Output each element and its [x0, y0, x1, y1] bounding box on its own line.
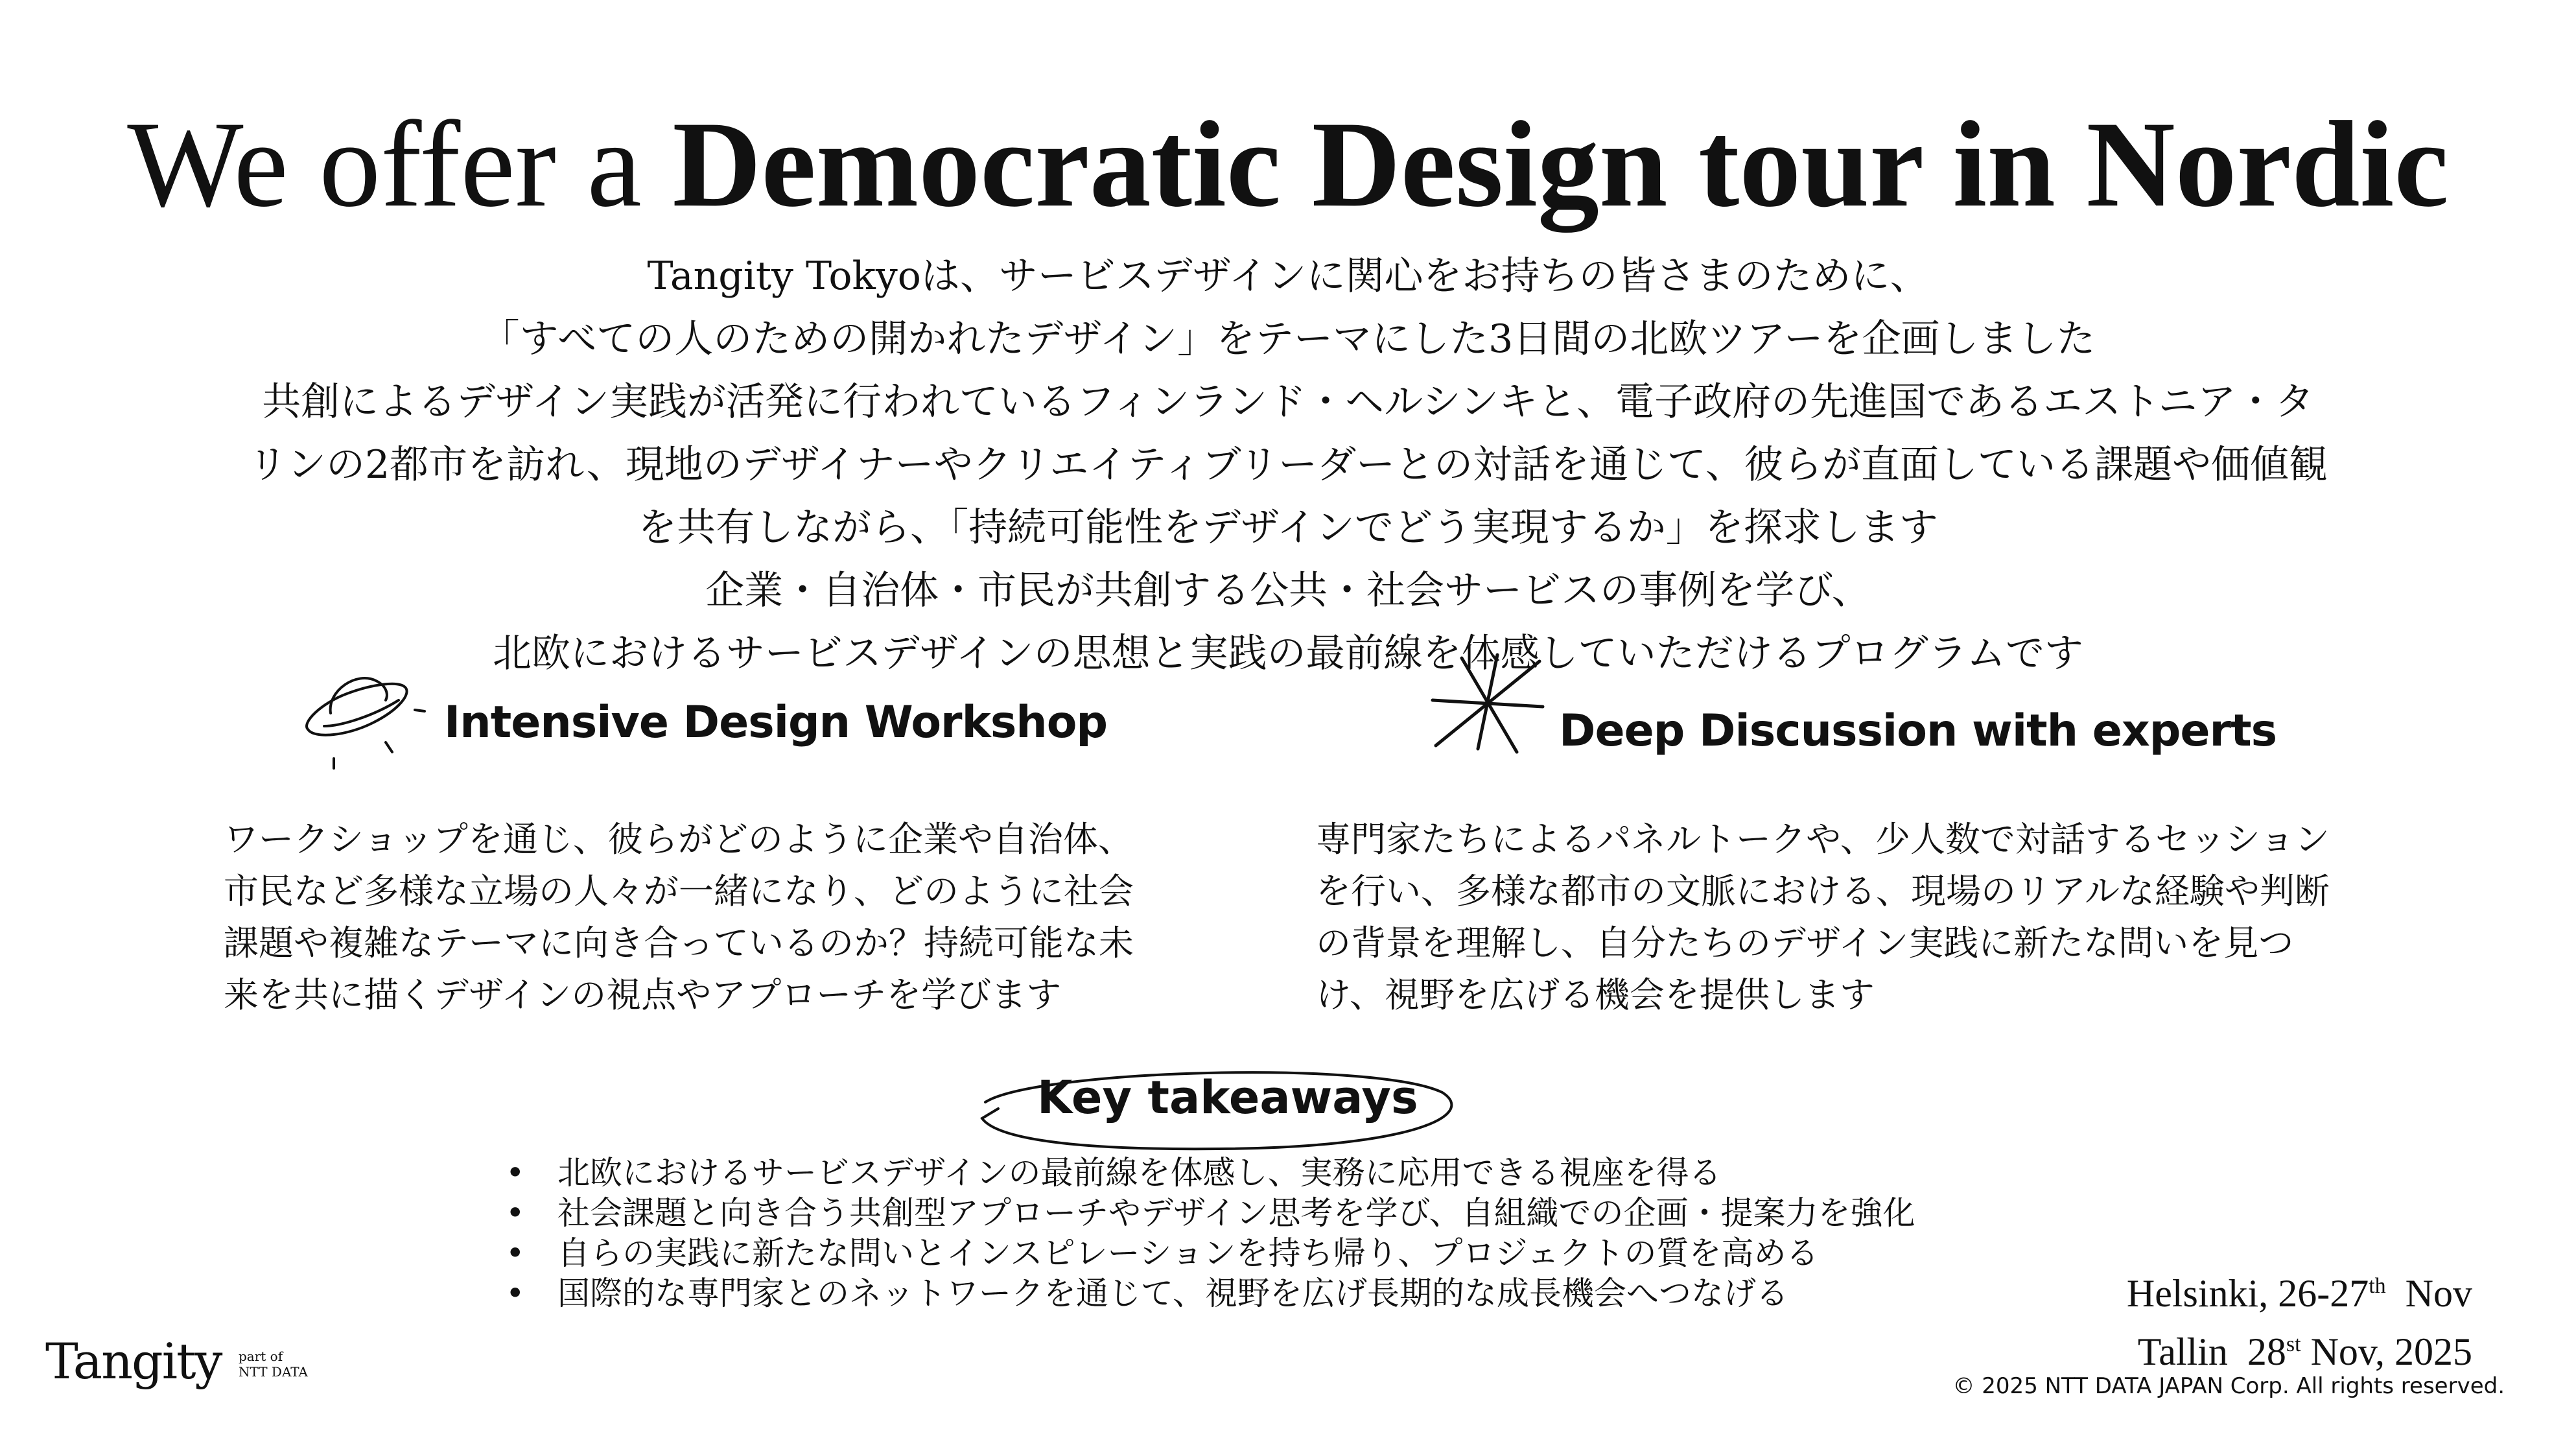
title-prefix: We offer a	[127, 97, 673, 233]
helsinki-date-text: Helsinki, 26-27	[2126, 1272, 2369, 1315]
tallin-date	[2127, 1323, 2472, 1381]
tour-dates	[2127, 1264, 2472, 1381]
takeaways-list	[506, 1153, 1915, 1314]
tangity-logo: Tangity	[45, 1332, 222, 1390]
star-burst-icon	[1426, 648, 1549, 759]
list-item	[506, 1153, 1915, 1193]
logo-subtitle-line: part of	[239, 1349, 283, 1364]
workshop-title: Intensive Design Workshop	[444, 697, 1108, 748]
intro-line: 企業・自治体・市民が共創する公共・社会サービスの事例を学び、	[705, 568, 1871, 613]
ufo-icon	[295, 665, 431, 781]
intro-line: 北欧におけるサービスデザインの思想と実践の最前線を体感していただけるプログラムです	[493, 631, 2083, 676]
list-item-text: 北欧におけるサービスデザインの最前線を体感し、実務に応用できる視座を得る	[557, 1154, 1722, 1192]
list-item	[506, 1233, 1915, 1273]
copyright-notice: © 2025 NTT DATA JAPAN Corp. All rights reserved.	[1952, 1373, 2505, 1399]
helsinki-date-month: Nov	[2385, 1272, 2472, 1315]
logo-subtitle-line: NTT DATA	[239, 1364, 308, 1380]
list-item	[506, 1193, 1915, 1233]
discussion-line: け、視野を広げる機会を提供します	[1316, 974, 1875, 1015]
workshop-line: 課題や複雑なテーマに向き合っているのか？持続可能な未	[224, 923, 1134, 963]
discussion-line: 専門家たちによるパネルトークや、少人数で対話するセッション	[1316, 819, 2330, 860]
list-item-text: 国際的な専門家とのネットワークを通じて、視野を広げ長期的な成長機会へつなげる	[557, 1275, 1788, 1312]
page-title	[0, 97, 2576, 233]
discussion-line: を行い、多様な都市の文脈における、現場のリアルな経験や判断	[1316, 871, 2330, 912]
intro-paragraph	[104, 245, 2472, 685]
intro-line: Tangity Tokyoは、サービスデザインに関心をお持ちの皆さまのために、	[647, 253, 1929, 299]
list-item-text: 社会課題と向き合う共創型アプローチやデザイン思考を学び、自組織での企画・提案力を強化	[557, 1194, 1915, 1232]
intro-line: を共有しながら、「持続可能性をデザインでどう実現するか」を探求します	[638, 505, 1938, 550]
tallin-date-text: Tallin 28	[2137, 1330, 2286, 1373]
workshop-line: ワークショップを通じ、彼らがどのように企業や自治体、	[224, 819, 1133, 860]
intro-line: リンの2都市を訪れ、現地のデザイナーやクリエイティブリーダーとの対話を通じて、彼らが直面している課題や価値観	[248, 442, 2328, 488]
intro-line: 共創によるデザイン実践が活発に行われているフィンランド・ヘルシンキと、電子政府の先進国であるエストニア・タ	[262, 379, 2314, 425]
list-item	[506, 1273, 1915, 1314]
discussion-description	[1316, 814, 2330, 1021]
discussion-title: Deep Discussion with experts	[1559, 705, 2277, 757]
logo-subtitle	[239, 1349, 308, 1380]
takeaways-label: Key takeaways	[1037, 1071, 1418, 1124]
helsinki-date-suffix: th	[2369, 1274, 2386, 1298]
workshop-line: 来を共に描くデザインの視点やアプローチを学びます	[224, 974, 1062, 1015]
bullet-icon: •	[506, 1154, 525, 1192]
list-item-text: 自らの実践に新たな問いとインスピレーションを持ち帰り、プロジェクトの質を高める	[557, 1234, 1819, 1272]
tallin-date-month: Nov, 2025	[2301, 1330, 2472, 1373]
intro-line: 「すべての人のための開かれたデザイン」をテーマにした3日間の北欧ツアーを企画しました	[480, 316, 2096, 362]
workshop-line: 市民など多様な立場の人々が一緒になり、どのように社会	[224, 871, 1134, 912]
discussion-line: の背景を理解し、自分たちのデザイン実践に新たな問いを見つ	[1316, 923, 2294, 963]
helsinki-date	[2127, 1264, 2472, 1323]
tallin-date-suffix: st	[2286, 1332, 2301, 1356]
bullet-icon: •	[506, 1234, 525, 1272]
bullet-icon: •	[506, 1275, 525, 1312]
title-emphasis: Democratic Design tour in Nordic	[672, 97, 2449, 233]
bullet-icon: •	[506, 1194, 525, 1232]
workshop-description	[224, 814, 1134, 1021]
